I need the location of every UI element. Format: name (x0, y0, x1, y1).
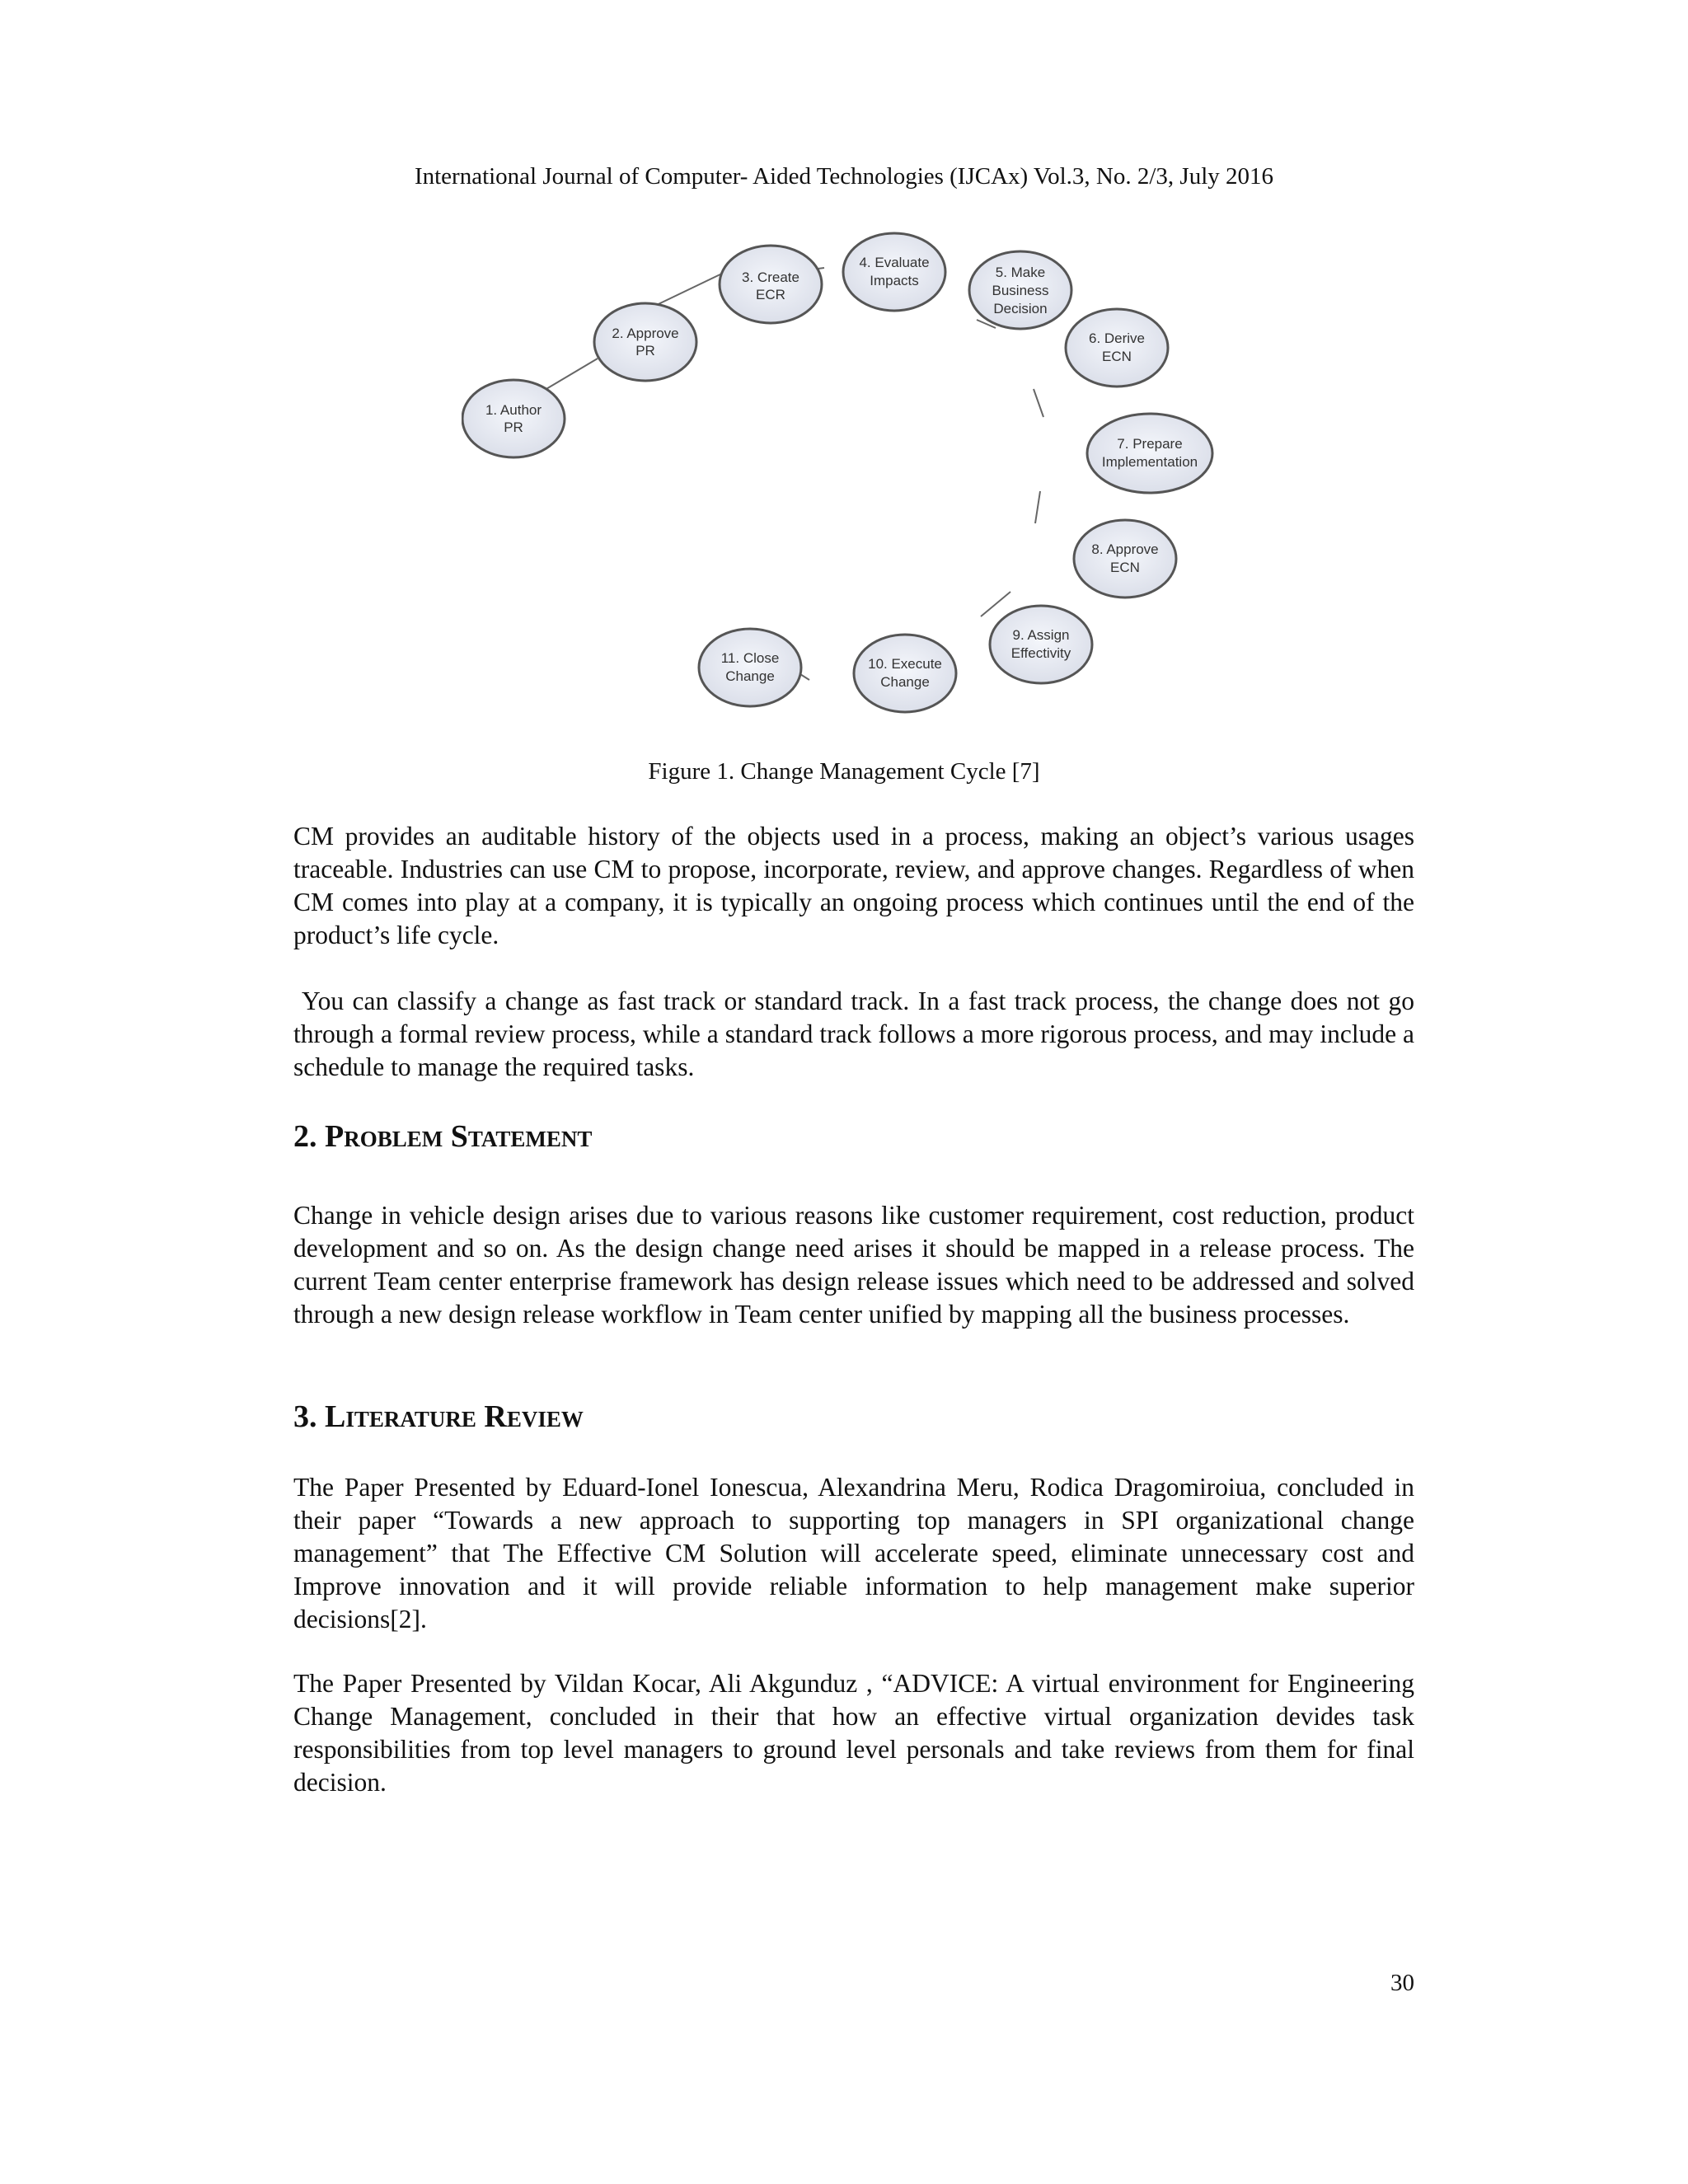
cycle-step-10 (854, 635, 956, 712)
svg-text:ECR (756, 287, 785, 302)
paragraph-cm-history: CM provides an auditable history of the objects used in a process, making an object’s various usages traceable. Industries can use CM to propose, incorporate, review, and approve changes. Regardless of when CM comes into play at a company, it is typically an ongoing process which continues until the end of the product’s life cycle. (293, 822, 1414, 949)
svg-text:Change (880, 674, 930, 690)
step-2-line1: 2. Approve (612, 326, 679, 341)
svg-text:Change (725, 668, 775, 684)
section-3-title: Literature Review (325, 1399, 584, 1434)
change-management-cycle-figure (462, 223, 1236, 742)
step-1-line1: 1. Author (485, 402, 542, 418)
step-5-line3: Decision (993, 301, 1048, 316)
step-3-line1: 3. Create (742, 269, 799, 285)
cycle-step-11 (699, 629, 801, 706)
svg-text:5. Make (996, 265, 1045, 280)
cycle-step-4 (843, 233, 945, 311)
step-11-line1: 11. Close (720, 650, 780, 666)
svg-text:10. Execute (868, 656, 942, 672)
step-8-line2: ECN (1110, 560, 1140, 575)
page-number: 30 (1390, 1970, 1414, 1996)
cycle-step-9 (990, 606, 1092, 683)
cycle-step-6 (1066, 309, 1168, 387)
svg-text:3. Create (742, 269, 799, 285)
step-11-line2: Change (725, 668, 775, 684)
section-heading-literature-review (293, 1399, 584, 1435)
svg-text:9. Assign (1013, 627, 1070, 643)
connector-7-8 (1035, 491, 1040, 523)
svg-text:1. Author (485, 402, 542, 418)
step-10-line1: 10. Execute (868, 656, 942, 672)
svg-text:PR (504, 419, 523, 435)
step-7-line1: 7. Prepare (1117, 436, 1183, 452)
svg-text:Business (992, 283, 1049, 298)
cycle-step-5 (969, 251, 1071, 329)
svg-text:Implementation (1102, 454, 1198, 470)
step-6-line1: 6. Derive (1088, 330, 1146, 346)
running-header: International Journal of Computer- Aided Technologies (IJCAx) Vol.3, No. 2/3, July 2016 (414, 163, 1274, 190)
paragraph-change-classification: You can classify a change as fast track or standard track. In a fast track process, the change does not go through a formal review process, while a standard track follows a more rigorous process, and may include a schedule to manage the required tasks. (293, 987, 1414, 1081)
step-6-line2: ECN (1102, 349, 1132, 364)
svg-text:Decision (993, 301, 1047, 316)
connector-1-2 (541, 359, 598, 392)
section-3-number: 3. (293, 1399, 317, 1434)
step-4-line1: 4. Evaluate (859, 255, 930, 270)
step-8-line1: 8. Approve (1091, 541, 1159, 557)
svg-text:8. Approve (1091, 541, 1158, 557)
paragraph-literature-ionescu: The Paper Presented by Eduard-Ionel Ionescua, Alexandrina Meru, Rodica Dragomiroiua, concluded in their paper “Towards a new approach to supporting top managers in SPI organizational change management” that The Effective CM Solution will accelerate speed, eliminate unnecessary cost and Improve innovation and it will provide reliable information to help management make superior decisions[2]. (293, 1473, 1414, 1633)
connector-6-7 (1034, 389, 1043, 417)
svg-text:PR (635, 343, 655, 359)
svg-text:6. Derive (1089, 330, 1145, 346)
section-heading-problem-statement (293, 1118, 592, 1155)
svg-text:Effectivity (1011, 645, 1071, 661)
step-4-line2: Impacts (870, 273, 919, 288)
step-5-line1: 5. Make (995, 265, 1046, 280)
svg-text:Impacts (870, 273, 919, 288)
step-5-line2: Business (992, 283, 1049, 298)
svg-text:ECN (1102, 349, 1132, 364)
step-1-line2: PR (504, 419, 523, 435)
svg-text:ECN (1110, 560, 1140, 575)
cycle-step-7 (1087, 414, 1212, 493)
step-7-line2: Implementation (1101, 454, 1198, 470)
cycle-step-2 (594, 303, 696, 381)
svg-text:11. Close (721, 650, 780, 666)
cycle-step-1 (462, 380, 565, 457)
cycle-step-3 (720, 246, 822, 323)
section-2-number: 2. (293, 1119, 317, 1154)
step-9-line2: Effectivity (1010, 645, 1071, 661)
paragraph-literature-kocar: The Paper Presented by Vildan Kocar, Ali Akgunduz , “ADVICE: A virtual environment for Engineering Change Management, concluded in their that how an effective virtual organization devides task responsibilities from top level managers to ground level personals and take reviews from them for final decision. (293, 1669, 1414, 1797)
svg-text:2. Approve (612, 326, 678, 341)
cycle-step-8 (1074, 520, 1176, 598)
svg-text:4. Evaluate (859, 255, 929, 270)
figure-caption: Figure 1. Change Management Cycle [7] (648, 758, 1040, 785)
step-9-line1: 9. Assign (1012, 627, 1070, 643)
step-10-line2: Change (880, 674, 930, 690)
paragraph-problem-statement: Change in vehicle design arises due to various reasons like customer requirement, cost reduction, product development and so on. As the design change need arises it should be mapped in a release process. The current Team center enterprise framework has design release issues which need to be addressed and solved through a new design release workflow in Team center unified by mapping all the business processes. (293, 1201, 1414, 1329)
svg-text:7. Prepare (1117, 436, 1182, 452)
cycle-diagram (462, 223, 1236, 742)
section-2-title: Problem Statement (325, 1119, 593, 1154)
step-3-line2: ECR (756, 287, 785, 302)
connector-8-9 (981, 592, 1010, 616)
step-2-line2: PR (635, 343, 655, 359)
